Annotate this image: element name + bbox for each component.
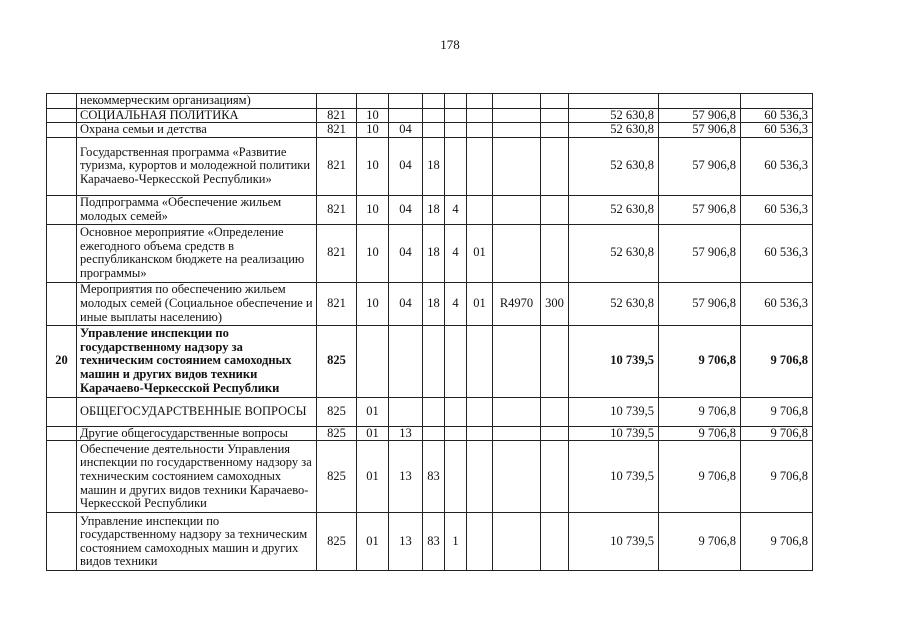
table-row [47, 426, 813, 441]
section-code: 10 [357, 224, 389, 282]
admin-code: 821 [317, 224, 357, 282]
section-code [357, 94, 389, 109]
admin-code: 821 [317, 108, 357, 123]
direction-code [493, 94, 541, 109]
amount-year-2: 9 706,8 [659, 397, 741, 426]
item-name: Государственная программа «Развитие туризма, курортов и молодежной политики Карачаево-Черкесской Республики» [77, 137, 317, 195]
direction-code [493, 325, 541, 397]
amount-year-2: 57 906,8 [659, 282, 741, 325]
amount-year-2: 9 706,8 [659, 441, 741, 513]
subprogram-code [445, 441, 467, 513]
expense-type-code [541, 397, 569, 426]
amount-year-3: 9 706,8 [741, 513, 813, 571]
amount-year-3: 60 536,3 [741, 123, 813, 138]
measure-code [467, 108, 493, 123]
item-name: Другие общегосударственные вопросы [77, 426, 317, 441]
admin-code [317, 94, 357, 109]
row-number [47, 426, 77, 441]
subprogram-code: 4 [445, 195, 467, 224]
row-number [47, 441, 77, 513]
section-code: 10 [357, 137, 389, 195]
section-code: 10 [357, 282, 389, 325]
table-row [47, 195, 813, 224]
measure-code: 01 [467, 224, 493, 282]
amount-year-1: 10 739,5 [569, 397, 659, 426]
row-number [47, 123, 77, 138]
item-name: ОБЩЕГОСУДАРСТВЕННЫЕ ВОПРОСЫ [77, 397, 317, 426]
subsection-code: 13 [389, 513, 423, 571]
direction-code [493, 513, 541, 571]
measure-code [467, 195, 493, 224]
admin-code: 825 [317, 441, 357, 513]
row-number [47, 94, 77, 109]
expense-type-code [541, 123, 569, 138]
subprogram-code [445, 123, 467, 138]
budget-table [46, 93, 813, 571]
section-code: 10 [357, 123, 389, 138]
subsection-code: 04 [389, 282, 423, 325]
amount-year-2: 9 706,8 [659, 426, 741, 441]
item-name: Подпрограмма «Обеспечение жильем молодых семей» [77, 195, 317, 224]
program-code [423, 108, 445, 123]
amount-year-3: 60 536,3 [741, 137, 813, 195]
amount-year-3 [741, 94, 813, 109]
subsection-code [389, 325, 423, 397]
admin-code: 821 [317, 123, 357, 138]
table-row [47, 282, 813, 325]
amount-year-2: 57 906,8 [659, 123, 741, 138]
amount-year-1 [569, 94, 659, 109]
program-code [423, 325, 445, 397]
table-row [47, 513, 813, 571]
row-number [47, 195, 77, 224]
subprogram-code: 4 [445, 224, 467, 282]
amount-year-2 [659, 94, 741, 109]
admin-code: 821 [317, 195, 357, 224]
row-number [47, 397, 77, 426]
amount-year-3: 60 536,3 [741, 224, 813, 282]
amount-year-1: 52 630,8 [569, 108, 659, 123]
subprogram-code: 1 [445, 513, 467, 571]
program-code: 83 [423, 441, 445, 513]
subprogram-code [445, 94, 467, 109]
subprogram-code [445, 137, 467, 195]
subsection-code [389, 108, 423, 123]
program-code: 18 [423, 282, 445, 325]
subprogram-code [445, 426, 467, 441]
subsection-code: 13 [389, 441, 423, 513]
measure-code [467, 137, 493, 195]
direction-code [493, 108, 541, 123]
subprogram-code [445, 397, 467, 426]
page-number: 178 [440, 37, 460, 52]
expense-type-code [541, 325, 569, 397]
program-code [423, 397, 445, 426]
amount-year-1: 52 630,8 [569, 195, 659, 224]
measure-code [467, 441, 493, 513]
table-row [47, 441, 813, 513]
amount-year-2: 57 906,8 [659, 224, 741, 282]
amount-year-1: 10 739,5 [569, 426, 659, 441]
section-code: 01 [357, 426, 389, 441]
amount-year-2: 57 906,8 [659, 195, 741, 224]
program-code [423, 94, 445, 109]
item-name: некоммерческим организациям) [77, 94, 317, 109]
subsection-code [389, 94, 423, 109]
section-code: 01 [357, 513, 389, 571]
measure-code [467, 325, 493, 397]
amount-year-3: 60 536,3 [741, 108, 813, 123]
amount-year-2: 57 906,8 [659, 137, 741, 195]
subsection-code [389, 397, 423, 426]
measure-code [467, 397, 493, 426]
amount-year-3: 9 706,8 [741, 426, 813, 441]
section-code: 10 [357, 195, 389, 224]
table-row [47, 325, 813, 397]
table-row [47, 137, 813, 195]
program-code [423, 426, 445, 441]
subprogram-code: 4 [445, 282, 467, 325]
amount-year-3: 9 706,8 [741, 397, 813, 426]
amount-year-3: 9 706,8 [741, 441, 813, 513]
direction-code [493, 195, 541, 224]
item-name: Основное мероприятие «Определение ежегодного объема средств в республиканском бюджете на реализацию программы» [77, 224, 317, 282]
amount-year-1: 52 630,8 [569, 137, 659, 195]
expense-type-code: 300 [541, 282, 569, 325]
program-code: 18 [423, 224, 445, 282]
expense-type-code [541, 195, 569, 224]
row-number [47, 513, 77, 571]
amount-year-3: 9 706,8 [741, 325, 813, 397]
expense-type-code [541, 513, 569, 571]
table-row [47, 108, 813, 123]
amount-year-1: 10 739,5 [569, 325, 659, 397]
subprogram-code [445, 325, 467, 397]
amount-year-3: 60 536,3 [741, 195, 813, 224]
amount-year-2: 57 906,8 [659, 108, 741, 123]
subprogram-code [445, 108, 467, 123]
direction-code [493, 224, 541, 282]
item-name: СОЦИАЛЬНАЯ ПОЛИТИКА [77, 108, 317, 123]
item-name: Управление инспекции по государственному надзору за техническим состоянием самоходных машин и других видов техники [77, 513, 317, 571]
row-number [47, 224, 77, 282]
measure-code [467, 513, 493, 571]
program-code: 18 [423, 195, 445, 224]
direction-code [493, 137, 541, 195]
item-name: Охрана семьи и детства [77, 123, 317, 138]
subsection-code: 13 [389, 426, 423, 441]
expense-type-code [541, 94, 569, 109]
amount-year-1: 52 630,8 [569, 224, 659, 282]
amount-year-2: 9 706,8 [659, 325, 741, 397]
amount-year-3: 60 536,3 [741, 282, 813, 325]
admin-code: 825 [317, 513, 357, 571]
section-code: 10 [357, 108, 389, 123]
direction-code [493, 397, 541, 426]
direction-code [493, 426, 541, 441]
table-row [47, 397, 813, 426]
direction-code [493, 441, 541, 513]
amount-year-2: 9 706,8 [659, 513, 741, 571]
section-code [357, 325, 389, 397]
expense-type-code [541, 426, 569, 441]
admin-code: 821 [317, 137, 357, 195]
item-name: Обеспечение деятельности Управления инспекции по государственному надзору за техническим состоянием самоходных машин и других видов техники Карачаево-Черкесской Республики [77, 441, 317, 513]
table-row [47, 123, 813, 138]
amount-year-1: 52 630,8 [569, 123, 659, 138]
direction-code: R4970 [493, 282, 541, 325]
subsection-code: 04 [389, 195, 423, 224]
admin-code: 825 [317, 397, 357, 426]
measure-code: 01 [467, 282, 493, 325]
amount-year-1: 52 630,8 [569, 282, 659, 325]
admin-code: 825 [317, 426, 357, 441]
row-number [47, 137, 77, 195]
item-name: Мероприятия по обеспечению жильем молодых семей (Социальное обеспечение и иные выплаты населению) [77, 282, 317, 325]
row-number [47, 282, 77, 325]
expense-type-code [541, 108, 569, 123]
expense-type-code [541, 137, 569, 195]
subsection-code: 04 [389, 137, 423, 195]
subsection-code: 04 [389, 123, 423, 138]
section-code: 01 [357, 441, 389, 513]
section-code: 01 [357, 397, 389, 426]
measure-code [467, 94, 493, 109]
row-number: 20 [47, 325, 77, 397]
program-code [423, 123, 445, 138]
program-code: 83 [423, 513, 445, 571]
measure-code [467, 123, 493, 138]
amount-year-1: 10 739,5 [569, 441, 659, 513]
expense-type-code [541, 224, 569, 282]
program-code: 18 [423, 137, 445, 195]
table-body [47, 94, 813, 571]
table-row [47, 224, 813, 282]
expense-type-code [541, 441, 569, 513]
admin-code: 825 [317, 325, 357, 397]
direction-code [493, 123, 541, 138]
admin-code: 821 [317, 282, 357, 325]
amount-year-1: 10 739,5 [569, 513, 659, 571]
item-name: Управление инспекции по государственному надзору за техническим состоянием самоходных машин и других видов техники Карачаево-Черкесской Республики [77, 325, 317, 397]
table-row [47, 94, 813, 109]
subsection-code: 04 [389, 224, 423, 282]
row-number [47, 108, 77, 123]
measure-code [467, 426, 493, 441]
